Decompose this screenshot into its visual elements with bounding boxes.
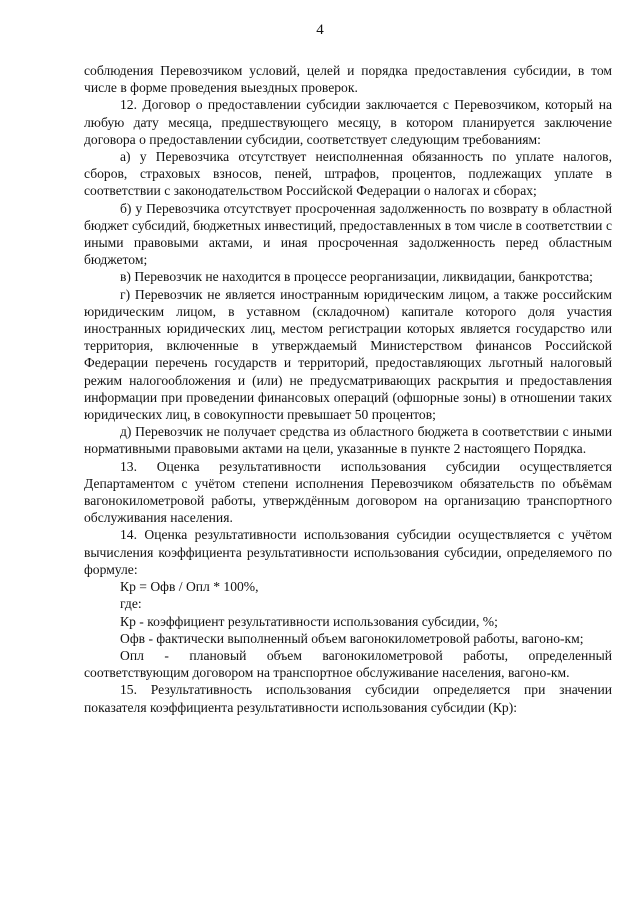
formula-def-ofv: Офв - фактически выполненный объем вагонокилометровой работы, вагоно-км;	[120, 630, 584, 646]
paragraph-item-g: г) Перевозчик не является иностранным юридическим лицом, а также российским юридическим лицом, в уставном (складочном) капитале которого доля участия иностранных юридических лиц, местом регистрации которых является государство или территория, включенные в утверждаемый Министерством финансов Российской Федерации перечень государств и территорий, предоставляющих льготный налоговый режим налогообложения и (или) не предусматривающих раскрытия и предоставления информации при проведении финансовых операций (офшорные зоны) в отношении таких юридических лиц, в совокупности превышает 50 процентов;	[84, 286, 612, 423]
paragraph-item-v: в) Перевозчик не находится в процессе реорганизации, ликвидации, банкротства;	[120, 269, 593, 285]
document-body	[84, 62, 612, 716]
formula: Кр = Офв / Опл * 100%,	[120, 579, 259, 595]
paragraph-clause-14: 14. Оценка результативности использования субсидии осуществляется с учётом вычисления коэффициента результативности использования субсидии, определяемого по формуле:	[84, 527, 612, 577]
paragraph-item-b: б) у Перевозчика отсутствует просроченная задолженность по возврату в областной бюджет субсидий, бюджетных инвестиций, предоставленных в том числе в соответствии с иными правовыми актами, и иная просроченная задолженность перед областным бюджетом;	[84, 200, 612, 268]
page-number: 4	[316, 22, 324, 38]
paragraph-clause-13: 13. Оценка результативности использования субсидии осуществляется Департаментом с учётом степени исполнения Перевозчиком обязательств по объёмам вагонокилометровой работы, утверждённым договором на организацию транспортного обслуживания населения.	[84, 458, 612, 526]
formula-where: где:	[120, 596, 142, 612]
formula-def-opl: Опл - плановый объем вагонокилометровой работы, определенный соответствующим договором на транспортное обслуживание населения, вагоно-км.	[84, 647, 612, 681]
paragraph-clause-15: 15. Результативность использования субсидии определяется при значении показателя коэффициента результативности использования субсидии (Кр):	[84, 682, 612, 715]
paragraph-item-a: а) у Перевозчика отсутствует неисполненная обязанность по уплате налогов, сборов, страховых взносов, пеней, штрафов, процентов, подлежащих уплате в соответствии с законодательством Российской Федерации о налогах и сборах;	[84, 149, 612, 199]
formula-def-kr: Кр - коэффициент результативности использования субсидии, %;	[120, 613, 498, 629]
paragraph-continuation: соблюдения Перевозчиком условий, целей и порядка предоставления субсидии, в том числе в форме проведения выездных проверок.	[84, 63, 612, 96]
paragraph-item-d: д) Перевозчик не получает средства из областного бюджета в соответствии с иными нормативными правовыми актами на цели, указанные в пункте 2 настоящего Порядка.	[84, 424, 612, 457]
paragraph-clause-12: 12. Договор о предоставлении субсидии заключается с Перевозчиком, который на любую дату месяца, предшествующего месяцу, в котором планируется заключение договора о предоставлении субсидии, соответствует следующим требованиям:	[84, 97, 612, 147]
